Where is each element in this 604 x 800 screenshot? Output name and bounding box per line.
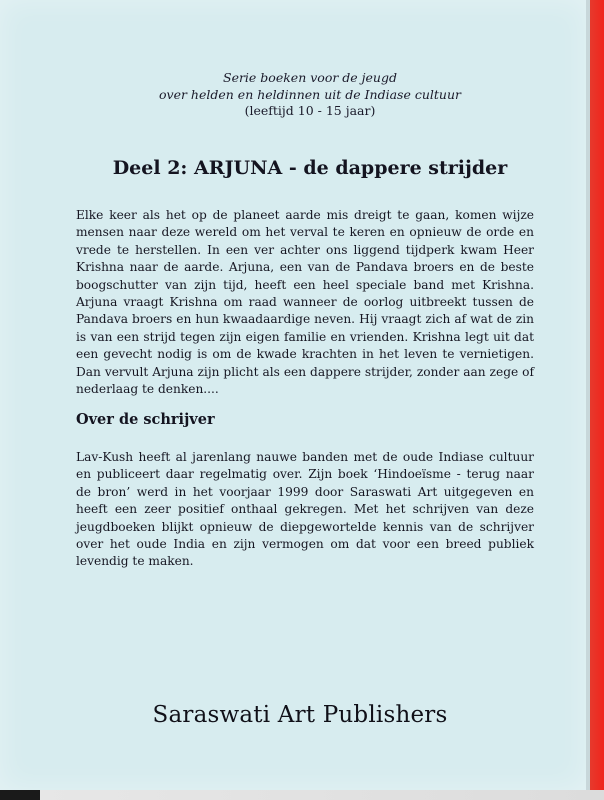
publisher-name: Saraswati Art Publishers (152, 702, 448, 728)
author-heading: Over de schrijver (76, 411, 215, 428)
author-paragraph: Lav-Kush heeft al jarenlang nauwe banden met de oude Indiase cultuur en publiceert daar regelmatig over. Zijn boek ‘Hindoeïsme - terug naar de bron’ werd in het voorjaar 1999 door Saraswati Art uitgegeven en heeft een zeer positief onthaal gekregen. Met het schrijven van deze jeugdboeken blijkt opnieuw de diepgewortelde kennis van de schrijver over het oude India en zijn vermogen om dat voor een breed publiek levendig te maken. (76, 450, 534, 569)
book-title: Deel 2: ARJUNA - de dappere strijder (112, 157, 508, 179)
scan-bottom-edge (0, 790, 604, 800)
series-info (120, 70, 500, 120)
age-range: (leeftijd 10 - 15 jaar) (244, 103, 376, 118)
spine-edge (586, 0, 604, 790)
summary-paragraph: Elke keer als het op de planeet aarde mis dreigt te gaan, komen wijze mensen naar deze wereld om het verval te keren en opnieuw de orde en vrede te herstellen. In een ver achter ons liggend tijdperk kwam Heer Krishna naar de aarde. Arjuna, een van de Pandava broers en de beste boogschutter van zijn tijd, heeft een heel speciale band met Krishna. Arjuna vraagt Krishna om raad wanneer de oorlog uitbreekt tussen de Pandava broers en hun kwaadaardige neven. Hij vraagt zich af wat de zin is van een strijd tegen zijn eigen familie en vrienden. Krishna legt uit dat een gevecht nodig is om de kwade krachten in het leven te vernietigen. Dan vervult Arjuna zijn plicht als een dappere strijder, zonder aan zege of nederlaag te denken.... (76, 208, 534, 397)
series-line-2: over helden en heldinnen uit de Indiase cultuur (159, 86, 461, 102)
series-line-1: Serie boeken voor de jeugd (223, 70, 397, 85)
